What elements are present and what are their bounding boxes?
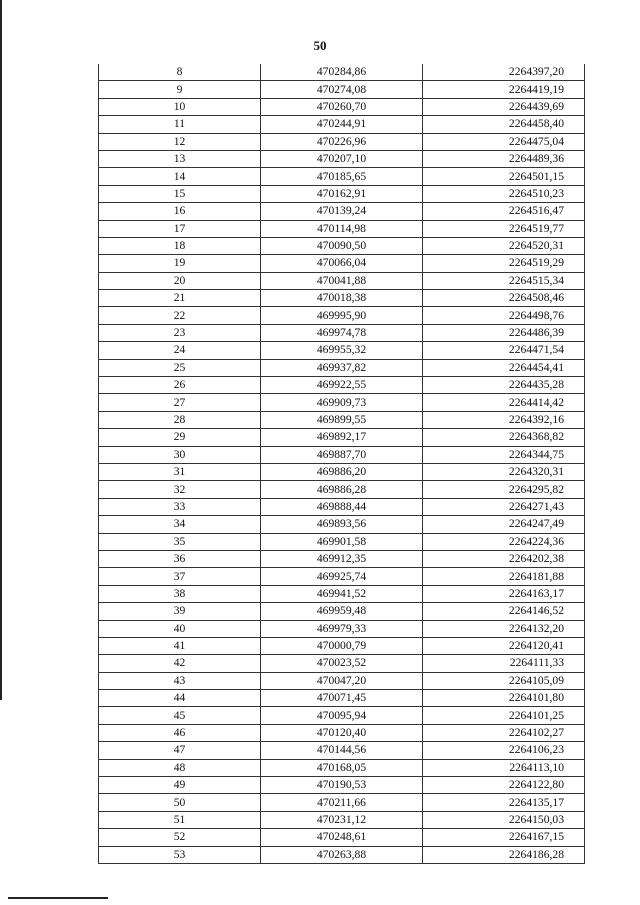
point-number-cell: 18 [99,237,261,254]
y-coordinate-cell: 2264419,19 [423,81,585,98]
point-number-cell: 10 [99,98,261,115]
x-coordinate-cell: 470144,56 [261,742,423,759]
y-coordinate-cell: 2264520,31 [423,237,585,254]
x-coordinate-cell: 470071,45 [261,690,423,707]
table-row [99,759,585,776]
x-coordinate-cell: 470274,08 [261,81,423,98]
left-margin-line [0,0,2,700]
point-number-cell: 47 [99,742,261,759]
table-row [99,481,585,498]
x-coordinate-cell: 469959,48 [261,603,423,620]
y-coordinate-cell: 2264202,38 [423,550,585,567]
table-row [99,777,585,794]
table-row [99,550,585,567]
page-number: 50 [313,38,327,53]
point-number-cell: 38 [99,585,261,602]
table-row [99,603,585,620]
y-coordinate-cell: 2264101,25 [423,707,585,724]
point-number-cell: 15 [99,185,261,202]
table-row [99,463,585,480]
table-row [99,637,585,654]
x-coordinate-cell: 470168,05 [261,759,423,776]
point-number-cell: 51 [99,811,261,828]
x-coordinate-cell: 469995,90 [261,307,423,324]
x-coordinate-cell: 470114,98 [261,220,423,237]
table-row [99,568,585,585]
x-coordinate-cell: 470260,70 [261,98,423,115]
x-coordinate-cell: 470066,04 [261,255,423,272]
coordinates-table [98,64,585,864]
point-number-cell: 23 [99,324,261,341]
table-row [99,342,585,359]
point-number-cell: 40 [99,620,261,637]
y-coordinate-cell: 2264146,52 [423,603,585,620]
table-row [99,81,585,98]
point-number-cell: 19 [99,255,261,272]
point-number-cell: 20 [99,272,261,289]
point-number-cell: 17 [99,220,261,237]
table-row [99,498,585,515]
y-coordinate-cell: 2264224,36 [423,533,585,550]
point-number-cell: 45 [99,707,261,724]
point-number-cell: 24 [99,342,261,359]
y-coordinate-cell: 2264150,03 [423,811,585,828]
x-coordinate-cell: 469941,52 [261,585,423,602]
point-number-cell: 49 [99,777,261,794]
point-number-cell: 41 [99,637,261,654]
point-number-cell: 43 [99,672,261,689]
y-coordinate-cell: 2264163,17 [423,585,585,602]
point-number-cell: 32 [99,481,261,498]
point-number-cell: 31 [99,463,261,480]
y-coordinate-cell: 2264508,46 [423,290,585,307]
y-coordinate-cell: 2264247,49 [423,516,585,533]
table-row [99,707,585,724]
y-coordinate-cell: 2264489,36 [423,150,585,167]
x-coordinate-cell: 470047,20 [261,672,423,689]
y-coordinate-cell: 2264515,34 [423,272,585,289]
point-number-cell: 13 [99,150,261,167]
point-number-cell: 16 [99,203,261,220]
table-row [99,203,585,220]
y-coordinate-cell: 2264471,54 [423,342,585,359]
y-coordinate-cell: 2264486,39 [423,324,585,341]
y-coordinate-cell: 2264516,47 [423,203,585,220]
table-row [99,533,585,550]
y-coordinate-cell: 2264120,41 [423,637,585,654]
point-number-cell: 28 [99,411,261,428]
point-number-cell: 8 [99,64,261,81]
point-number-cell: 34 [99,516,261,533]
point-number-cell: 44 [99,690,261,707]
y-coordinate-cell: 2264519,77 [423,220,585,237]
table-row [99,411,585,428]
y-coordinate-cell: 2264106,23 [423,742,585,759]
point-number-cell: 21 [99,290,261,307]
coordinates-table-body [99,64,585,863]
point-number-cell: 35 [99,533,261,550]
table-row [99,185,585,202]
x-coordinate-cell: 470190,53 [261,777,423,794]
point-number-cell: 53 [99,846,261,863]
y-coordinate-cell: 2264510,23 [423,185,585,202]
table-row [99,324,585,341]
x-coordinate-cell: 469888,44 [261,498,423,515]
y-coordinate-cell: 2264414,42 [423,394,585,411]
table-row [99,655,585,672]
table-row [99,290,585,307]
table-row [99,724,585,741]
footer-rule [8,897,108,899]
y-coordinate-cell: 2264475,04 [423,133,585,150]
y-coordinate-cell: 2264101,80 [423,690,585,707]
y-coordinate-cell: 2264435,28 [423,377,585,394]
x-coordinate-cell: 470018,38 [261,290,423,307]
x-coordinate-cell: 469899,55 [261,411,423,428]
y-coordinate-cell: 2264132,20 [423,620,585,637]
y-coordinate-cell: 2264113,10 [423,759,585,776]
table-row [99,150,585,167]
x-coordinate-cell: 469893,56 [261,516,423,533]
y-coordinate-cell: 2264111,33 [423,655,585,672]
x-coordinate-cell: 470185,65 [261,168,423,185]
table-row [99,794,585,811]
x-coordinate-cell: 470095,94 [261,707,423,724]
x-coordinate-cell: 470263,88 [261,846,423,863]
y-coordinate-cell: 2264181,88 [423,568,585,585]
table-row [99,429,585,446]
table-row [99,690,585,707]
x-coordinate-cell: 470041,88 [261,272,423,289]
point-number-cell: 14 [99,168,261,185]
y-coordinate-cell: 2264186,28 [423,846,585,863]
table-row [99,811,585,828]
table-row [99,672,585,689]
x-coordinate-cell: 470139,24 [261,203,423,220]
x-coordinate-cell: 469886,20 [261,463,423,480]
x-coordinate-cell: 469922,55 [261,377,423,394]
x-coordinate-cell: 469912,35 [261,550,423,567]
y-coordinate-cell: 2264105,09 [423,672,585,689]
table-row [99,585,585,602]
x-coordinate-cell: 470120,40 [261,724,423,741]
x-coordinate-cell: 469887,70 [261,446,423,463]
x-coordinate-cell: 469979,33 [261,620,423,637]
y-coordinate-cell: 2264102,27 [423,724,585,741]
table-row [99,64,585,81]
y-coordinate-cell: 2264392,16 [423,411,585,428]
table-row [99,620,585,637]
table-row [99,220,585,237]
y-coordinate-cell: 2264454,41 [423,359,585,376]
x-coordinate-cell: 470162,91 [261,185,423,202]
x-coordinate-cell: 469937,82 [261,359,423,376]
x-coordinate-cell: 469892,17 [261,429,423,446]
point-number-cell: 25 [99,359,261,376]
table-row [99,516,585,533]
table-row [99,255,585,272]
point-number-cell: 36 [99,550,261,567]
table-row [99,394,585,411]
point-number-cell: 42 [99,655,261,672]
table-row [99,168,585,185]
x-coordinate-cell: 470090,50 [261,237,423,254]
x-coordinate-cell: 470226,96 [261,133,423,150]
point-number-cell: 29 [99,429,261,446]
table-row [99,359,585,376]
x-coordinate-cell: 470284,86 [261,64,423,81]
y-coordinate-cell: 2264498,76 [423,307,585,324]
y-coordinate-cell: 2264167,15 [423,829,585,846]
table-row [99,116,585,133]
y-coordinate-cell: 2264122,80 [423,777,585,794]
point-number-cell: 11 [99,116,261,133]
table-row [99,846,585,863]
x-coordinate-cell: 470244,91 [261,116,423,133]
x-coordinate-cell: 470211,66 [261,794,423,811]
x-coordinate-cell: 469974,78 [261,324,423,341]
point-number-cell: 48 [99,759,261,776]
x-coordinate-cell: 470231,12 [261,811,423,828]
point-number-cell: 37 [99,568,261,585]
table-row [99,377,585,394]
x-coordinate-cell: 470248,61 [261,829,423,846]
table-row [99,133,585,150]
table-row [99,307,585,324]
x-coordinate-cell: 470023,52 [261,655,423,672]
table-row [99,742,585,759]
point-number-cell: 9 [99,81,261,98]
table-row [99,272,585,289]
y-coordinate-cell: 2264320,31 [423,463,585,480]
point-number-cell: 27 [99,394,261,411]
y-coordinate-cell: 2264295,82 [423,481,585,498]
x-coordinate-cell: 469955,32 [261,342,423,359]
table-row [99,98,585,115]
table-row [99,446,585,463]
point-number-cell: 52 [99,829,261,846]
x-coordinate-cell: 469925,74 [261,568,423,585]
x-coordinate-cell: 469886,28 [261,481,423,498]
y-coordinate-cell: 2264458,40 [423,116,585,133]
x-coordinate-cell: 470207,10 [261,150,423,167]
y-coordinate-cell: 2264368,82 [423,429,585,446]
y-coordinate-cell: 2264344,75 [423,446,585,463]
point-number-cell: 50 [99,794,261,811]
y-coordinate-cell: 2264501,15 [423,168,585,185]
y-coordinate-cell: 2264439,69 [423,98,585,115]
point-number-cell: 26 [99,377,261,394]
y-coordinate-cell: 2264135,17 [423,794,585,811]
table-row [99,237,585,254]
point-number-cell: 39 [99,603,261,620]
point-number-cell: 33 [99,498,261,515]
x-coordinate-cell: 470000,79 [261,637,423,654]
x-coordinate-cell: 469909,73 [261,394,423,411]
point-number-cell: 12 [99,133,261,150]
point-number-cell: 30 [99,446,261,463]
table-row [99,829,585,846]
y-coordinate-cell: 2264271,43 [423,498,585,515]
point-number-cell: 22 [99,307,261,324]
y-coordinate-cell: 2264397,20 [423,64,585,81]
point-number-cell: 46 [99,724,261,741]
y-coordinate-cell: 2264519,29 [423,255,585,272]
x-coordinate-cell: 469901,58 [261,533,423,550]
